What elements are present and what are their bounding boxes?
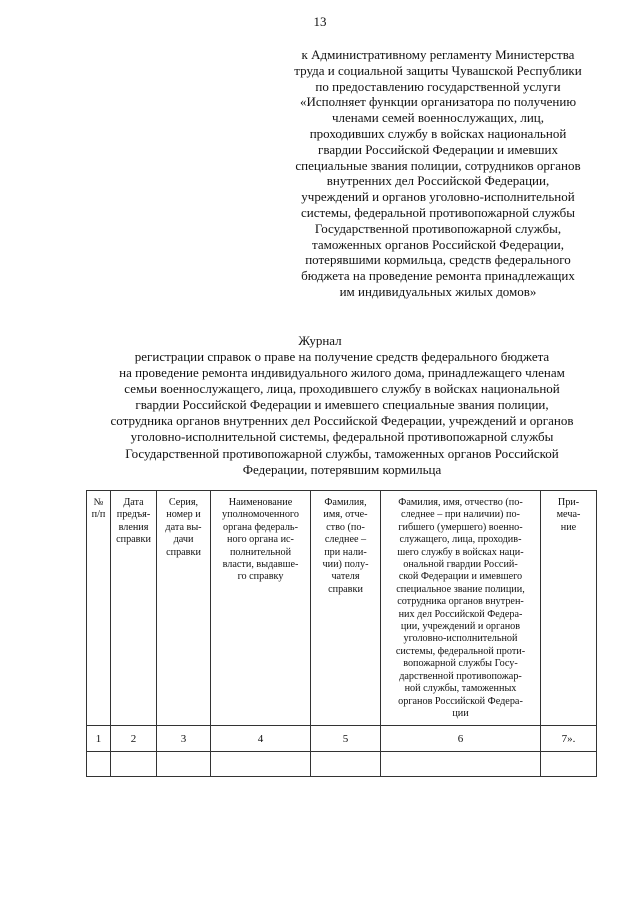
column-number-cell: 7».: [541, 726, 597, 752]
appendix-line: им индивидуальных жилых домов»: [339, 283, 537, 299]
appendix-line: специальные звания полиции, сотрудников органов: [295, 157, 581, 173]
empty-cell: [87, 752, 111, 777]
journal-subtitle-line: гвардии Российской Федерации и имевшего специальные звания полиции,: [135, 397, 549, 413]
journal-subtitle-line: Федерации, потерявшим кормильца: [242, 461, 442, 477]
column-number-cell: 5: [311, 726, 381, 752]
appendix-reference: [270, 47, 606, 300]
appendix-line: к Административному регламенту Министерства: [301, 47, 575, 62]
appendix-line: таможенных органов Российской Федерации,: [312, 236, 564, 252]
empty-cell: [311, 752, 381, 777]
empty-cell: [157, 752, 211, 777]
appendix-line: по предоставлению государственной услуги: [315, 78, 561, 94]
header-recipient-name: Фамилия, имя, отче- ство (по- следнее – при нали- чии) полу- чателя справки: [311, 491, 381, 726]
register-table: [86, 490, 597, 777]
header-presentation-date: Дата предъя- вления справки: [111, 491, 157, 726]
appendix-line: гвардии Российской Федерации и имевших: [318, 141, 558, 157]
journal-subtitle-line: Государственной противопожарной службы, таможенных органов Российской: [125, 445, 559, 461]
header-note: При- меча- ние: [541, 491, 597, 726]
appendix-line: членами семей военнослужащих, лиц,: [331, 110, 545, 126]
appendix-line: системы, федеральной противопожарной службы: [300, 204, 576, 220]
header-deceased-name: Фамилия, имя, отчество (по- следнее – при наличии) по- гибшего (умершего) военно- служащего, лица, проходив- шего службу в войсках наци- ональной гвардии Россий- ской Федерации и имевшего специальное звание полиции, сотрудника органов внутрен- них дел Российской Федера- ции, учреждений и органов уголовно-исполнительной системы, федеральной проти- вопожарной службы Госу- дарственной противопожар- ной службы, таможенных органов Российской Федера- ции: [381, 491, 541, 726]
empty-cell: [381, 752, 541, 777]
page-number: 13: [313, 14, 327, 29]
header-number: № п/п: [87, 491, 111, 726]
appendix-line: учреждений и органов уголовно-исполнительной: [301, 189, 575, 205]
column-number-row: [87, 726, 597, 752]
empty-cell: [541, 752, 597, 777]
journal-subtitle-line: семьи военнослужащего, лица, проходившего службу в войсках национальной: [124, 381, 560, 397]
column-number-cell: 3: [157, 726, 211, 752]
appendix-line: труда и социальной защиты Чувашской Республики: [294, 62, 582, 78]
appendix-line: потерявшими кормильца, средств федерального: [305, 252, 571, 268]
appendix-line: Государственной противопожарной службы,: [314, 220, 562, 236]
empty-cell: [211, 752, 311, 777]
column-number-cell: 1: [87, 726, 111, 752]
empty-cell: [111, 752, 157, 777]
appendix-line: бюджета на проведение ремонта принадлежащих: [301, 268, 575, 284]
column-number-cell: 2: [111, 726, 157, 752]
appendix-line: внутренних дел Российской Федерации,: [326, 173, 550, 189]
empty-row: [87, 752, 597, 777]
journal-subtitle-line: на проведение ремонта индивидуального жилого дома, принадлежащего членам: [119, 365, 565, 381]
column-number-cell: 4: [211, 726, 311, 752]
column-number-cell: 6: [381, 726, 541, 752]
journal-title: Журнал: [298, 333, 342, 348]
journal-subtitle-line: сотрудника органов внутренних дел Российской Федерации, учреждений и органов: [110, 413, 574, 429]
journal-subtitle-line: уголовно-исполнительной системы, федеральной противопожарной службы: [130, 429, 554, 445]
journal-subtitle: [84, 349, 600, 478]
appendix-line: проходивших службу в войсках национальной: [309, 125, 567, 141]
header-issuing-authority: Наименование уполномоченного органа федераль- ного органа ис- полнительной власти, выдавше- го справку: [211, 491, 311, 726]
journal-subtitle-line: регистрации справок о праве на получение средств федерального бюджета: [134, 349, 550, 364]
header-certificate-series: Серия, номер и дата вы- дачи справки: [157, 491, 211, 726]
table-header-row: [87, 491, 597, 726]
appendix-line: «Исполняет функции организатора по получению: [299, 94, 577, 110]
